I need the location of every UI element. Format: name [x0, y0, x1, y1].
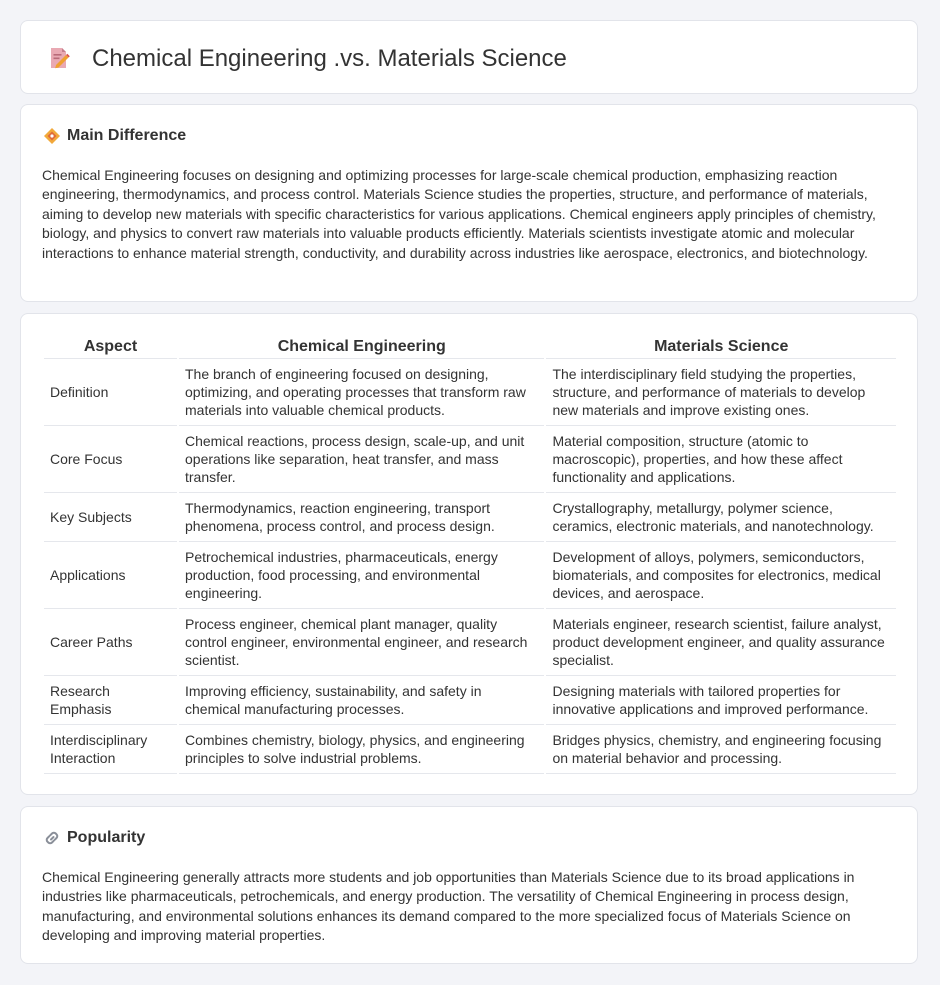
header-chemical-engineering: Chemical Engineering — [179, 330, 544, 359]
main-difference-heading: Main Difference — [67, 127, 187, 144]
row-chemical: The branch of engineering focused on designing, optimizing, and operating processes that transform raw materials into valuable chemical products. — [179, 359, 544, 426]
row-materials: The interdisciplinary field studying the properties, structure, and performance of materials to develop new materials and improve existing ones. — [546, 359, 896, 426]
row-aspect: Career Paths — [44, 609, 177, 676]
comparison-table — [42, 330, 898, 774]
table-row — [44, 493, 896, 542]
row-aspect: Applications — [44, 542, 177, 609]
row-materials: Bridges physics, chemistry, and engineering focusing on material behavior and processing. — [546, 725, 896, 774]
row-chemical: Thermodynamics, reaction engineering, transport phenomena, process control, and process design. — [179, 493, 544, 542]
row-materials: Development of alloys, polymers, semiconductors, biomaterials, and composites for electronics, medical devices, and aerospace. — [546, 542, 896, 609]
row-materials: Materials engineer, research scientist, failure analyst, product development engineer, and quality assurance specialist. — [546, 609, 896, 676]
main-difference-card — [20, 104, 918, 302]
row-chemical: Chemical reactions, process design, scale-up, and unit operations like separation, heat transfer, and mass transfer. — [179, 426, 544, 493]
row-chemical: Combines chemistry, biology, physics, and engineering principles to solve industrial problems. — [179, 725, 544, 774]
document-pen-icon — [47, 46, 71, 70]
row-aspect: Definition — [44, 359, 177, 426]
row-materials: Material composition, structure (atomic to macroscopic), properties, and how these affect functionality and applications. — [546, 426, 896, 493]
header-aspect: Aspect — [44, 330, 177, 359]
header-materials-science: Materials Science — [546, 330, 896, 359]
row-chemical: Process engineer, chemical plant manager, quality control engineer, environmental engineer, and research scientist. — [179, 609, 544, 676]
table-row — [44, 426, 896, 493]
table-row — [44, 725, 896, 774]
comparison-card — [20, 313, 918, 795]
table-row — [44, 359, 896, 426]
row-chemical: Improving efficiency, sustainability, and safety in chemical manufacturing processes. — [179, 676, 544, 725]
row-aspect: Key Subjects — [44, 493, 177, 542]
row-materials: Crystallography, metallurgy, polymer science, ceramics, electronic materials, and nanotechnology. — [546, 493, 896, 542]
row-materials: Designing materials with tailored properties for innovative applications and improved performance. — [546, 676, 896, 725]
diamond-icon — [43, 127, 61, 145]
row-aspect: Research Emphasis — [44, 676, 177, 725]
table-row — [44, 676, 896, 725]
popularity-text: Chemical Engineering generally attracts more students and job opportunities than Materials Science due to its broad applications in industries like pharmaceuticals, petrochemicals, and energy production. The versatility of Chemical Engineering in process design, manufacturing, and environmental solutions enhances its demand compared to the more specialized focus of Materials Science on developing and improving material properties. — [42, 869, 855, 944]
row-chemical: Petrochemical industries, pharmaceuticals, energy production, food processing, and environmental engineering. — [179, 542, 544, 609]
row-aspect: Core Focus — [44, 426, 177, 493]
page-title: Chemical Engineering .vs. Materials Science — [92, 45, 567, 72]
title-card — [20, 20, 918, 94]
popularity-card — [20, 806, 918, 964]
popularity-heading: Popularity — [67, 829, 146, 846]
table-header-row — [44, 330, 896, 359]
table-row — [44, 609, 896, 676]
link-icon — [43, 829, 61, 847]
row-aspect: Interdisciplinary Interaction — [44, 725, 177, 774]
table-row — [44, 542, 896, 609]
main-difference-text: Chemical Engineering focuses on designing and optimizing processes for large-scale chemical production, emphasizing reaction engineering, thermodynamics, and process control. Materials Science studies the properties, structure, and performance of materials, aiming to develop new materials with specific characteristics for various applications. Chemical engineers apply principles of chemistry, biology, and physics to convert raw materials into valuable products efficiently. Materials scientists investigate atomic and molecular interactions to enhance material strength, conductivity, and durability across industries like aerospace, electronics, and biotechnology. — [42, 167, 876, 261]
